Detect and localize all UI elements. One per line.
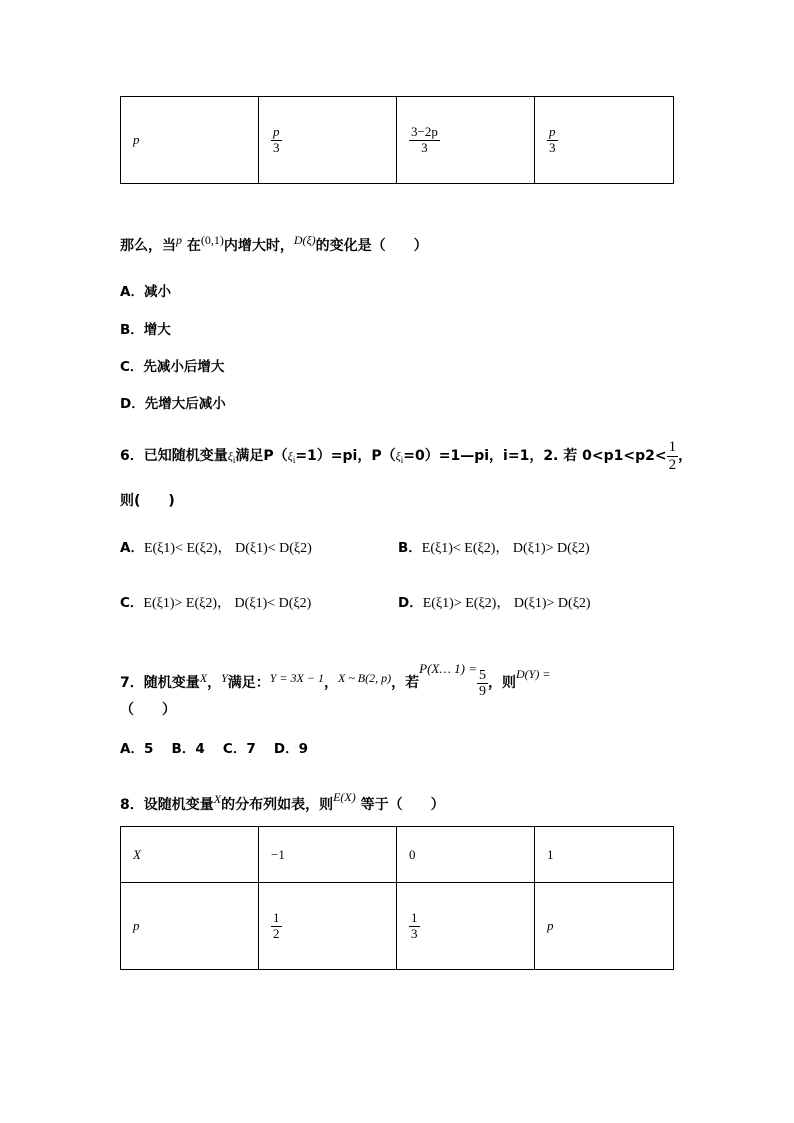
table-row bbox=[121, 883, 674, 970]
question-7-paren: （ ） bbox=[120, 702, 176, 718]
q6-option-b: B．E(ξ1)< E(ξ2)， D(ξ1)> D(ξ2) bbox=[398, 540, 590, 556]
table-cell: p bbox=[121, 97, 259, 184]
table-cell bbox=[259, 883, 397, 970]
table-cell: X bbox=[121, 827, 259, 883]
question-6-then: 则( ) bbox=[120, 493, 175, 509]
table-cell: 1 bbox=[535, 827, 674, 883]
table-row bbox=[121, 827, 674, 883]
fraction: $\frac{1}{2}$ bbox=[273, 910, 280, 941]
question-8-stem: 8．设随机变量$^X$的分布列如表，则$^{E(X)}$ 等于（ ） bbox=[120, 790, 445, 813]
question-6-stem: 6．已知随机变量$\xi_i$满足$P(\xi_i=1)=pi$，$P(\xi_i=0)=1—pi$，i=1，2. 若 0<p1<p2< $\frac{1}{2}$ ， bbox=[120, 439, 693, 473]
q6-option-d: D．E(ξ1)> E(ξ2)， D(ξ1)> D(ξ2) bbox=[398, 595, 591, 611]
fraction: $\frac{p}{3}$ bbox=[273, 124, 280, 155]
option-b: B．增大 bbox=[120, 322, 171, 338]
table-cell: −1 bbox=[259, 827, 397, 883]
option-c: C．先减小后增大 bbox=[120, 359, 225, 375]
q6-option-a: A．E(ξ1)< E(ξ2)， D(ξ1)< D(ξ2) bbox=[120, 540, 312, 556]
option-d: D．先增大后减小 bbox=[120, 396, 226, 412]
question-7-options: A．5 B．4 C．7 D．9 bbox=[120, 741, 309, 757]
fraction: $\frac{p}{3}$ bbox=[549, 124, 556, 155]
table-cell bbox=[397, 883, 535, 970]
fraction: $\frac{3-2p}{3}$ bbox=[411, 124, 438, 155]
option-a: A．减小 bbox=[120, 284, 171, 300]
table-cell: p bbox=[121, 883, 259, 970]
question-5-stem: 那么，当$^p$ 在$^{(0,1)}$内增大时，$^{D(\xi)}$的变化是（ ） bbox=[120, 233, 428, 254]
table-cell: 0 bbox=[397, 827, 535, 883]
q6-option-c: C．E(ξ1)> E(ξ2)， D(ξ1)< D(ξ2) bbox=[120, 595, 312, 611]
fraction-half: $\frac{1}{2}$ bbox=[668, 439, 677, 473]
distribution-table-1 bbox=[120, 96, 674, 184]
table-cell bbox=[535, 97, 674, 184]
distribution-table-2 bbox=[120, 826, 674, 970]
table-cell bbox=[397, 97, 535, 184]
question-7-stem: 7．随机变量$^X$，$^Y$满足：$^{Y = 3X - 1}$，$^{X \sim B(2, p)}$，若P(X… 1) = $\frac{5}{9}$ ，则$^{D(Y) =}$ bbox=[120, 661, 551, 700]
table-cell: p bbox=[535, 883, 674, 970]
fraction: $\frac{1}{3}$ bbox=[411, 910, 418, 941]
table-cell bbox=[259, 97, 397, 184]
fraction-five-ninths: $\frac{5}{9}$ bbox=[479, 668, 487, 700]
table-row bbox=[121, 97, 674, 184]
